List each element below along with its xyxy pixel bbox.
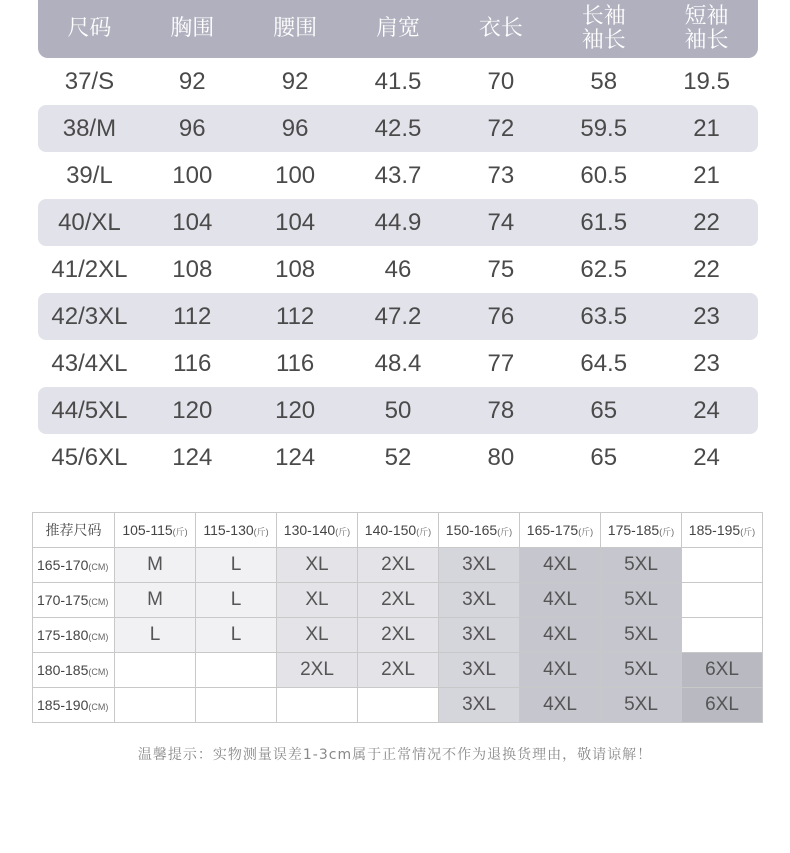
recommended-size-cell: 2XL: [358, 548, 439, 583]
size-chart-cell: 108: [275, 255, 316, 283]
weight-range-label: 175-185: [607, 522, 660, 538]
size-chart-cell: 65: [590, 396, 618, 424]
height-unit-label: (CM): [88, 702, 109, 712]
height-unit-label: (CM): [88, 632, 109, 642]
size-chart-cell: 48.4: [374, 349, 422, 377]
weight-unit-label: (斤): [335, 527, 351, 537]
size-chart-cell: 116: [276, 349, 315, 377]
size-chart-row: [38, 105, 758, 152]
size-chart-header-cell: 短袖 袖长: [684, 4, 729, 53]
height-row: [33, 583, 763, 618]
weight-range-label: 165-175: [526, 522, 579, 538]
height-unit-label: (CM): [88, 562, 109, 572]
height-range-header: [33, 653, 115, 688]
weight-range-label: 140-150: [364, 522, 417, 538]
size-chart-cell: 74: [487, 208, 515, 236]
size-chart-cell: 43/4XL: [51, 349, 128, 377]
height-range-header: [33, 548, 115, 583]
size-chart-cell: 46: [384, 255, 412, 283]
recommended-size-cell: 4XL: [520, 688, 601, 723]
size-chart-cell: 120: [172, 396, 213, 424]
size-chart-cell: 64.5: [580, 349, 628, 377]
size-chart-cell: 63.5: [580, 302, 628, 330]
recommended-size-cell: [115, 653, 196, 688]
measurement-notice: 温馨提示：实物测量误差1-3cm属于正常情况不作为退换货理由，敬请谅解！: [137, 747, 653, 763]
recommended-size-cell: 2XL: [358, 583, 439, 618]
weight-unit-label: (斤): [416, 527, 432, 537]
height-row: [33, 688, 763, 723]
weight-range-header: [601, 513, 682, 548]
weight-range-header: [277, 513, 358, 548]
table-corner-label: 推荐尺码: [33, 513, 115, 548]
recommended-size-cell: [682, 618, 763, 653]
size-chart-cell: 50: [384, 396, 412, 424]
recommended-size-cell: 3XL: [439, 688, 520, 723]
recommended-size-cell: M: [115, 583, 196, 618]
recommended-size-cell: [682, 583, 763, 618]
size-chart-cell: 75: [487, 255, 515, 283]
size-chart-cell: 21: [693, 161, 720, 189]
size-chart-row: [38, 58, 758, 105]
size-chart-cell: 44/5XL: [51, 396, 128, 424]
size-chart-cell: 108: [172, 255, 213, 283]
size-chart-cell: 37/S: [64, 67, 115, 95]
recommended-size-cell: [682, 548, 763, 583]
size-recommendation-table: [32, 512, 763, 723]
recommended-size-cell: 5XL: [601, 548, 682, 583]
size-chart-cell: 96: [178, 114, 206, 142]
size-chart-cell: 116: [173, 349, 212, 377]
weight-unit-label: (斤): [740, 527, 756, 537]
size-chart-header-cell: 尺码: [67, 16, 112, 41]
size-chart-cell: 112: [276, 302, 315, 330]
weight-range-label: 130-140: [283, 522, 336, 538]
recommended-size-cell: [358, 688, 439, 723]
recommended-size-cell: [115, 688, 196, 723]
size-chart-cell: 52: [384, 443, 412, 471]
size-chart-cell: 42/3XL: [51, 302, 128, 330]
size-chart-cell: 104: [172, 208, 213, 236]
height-range-header: [33, 618, 115, 653]
height-row: [33, 548, 763, 583]
recommended-size-cell: 4XL: [520, 583, 601, 618]
recommended-size-cell: 3XL: [439, 548, 520, 583]
weight-range-header: [682, 513, 763, 548]
recommended-size-cell: M: [115, 548, 196, 583]
recommended-size-cell: 2XL: [358, 618, 439, 653]
weight-unit-label: (斤): [497, 527, 513, 537]
size-chart-cell: 72: [487, 114, 515, 142]
recommended-size-cell: 2XL: [358, 653, 439, 688]
size-chart-header-cell: 肩宽: [375, 16, 420, 41]
recommended-size-cell: L: [196, 583, 277, 618]
recommended-size-cell: 3XL: [439, 618, 520, 653]
height-range-label: 175-180: [37, 627, 89, 643]
size-chart-cell: 65: [590, 443, 618, 471]
size-chart-cell: 70: [487, 67, 515, 95]
size-chart-cell: 58: [590, 67, 618, 95]
height-range-label: 170-175: [37, 592, 89, 608]
size-chart-body: [38, 58, 758, 481]
recommended-size-cell: 4XL: [520, 653, 601, 688]
recommended-size-cell: 4XL: [520, 618, 601, 653]
size-chart-cell: 92: [281, 67, 309, 95]
recommended-size-cell: [196, 653, 277, 688]
weight-range-header: [439, 513, 520, 548]
size-chart-cell: 45/6XL: [51, 443, 128, 471]
weight-range-header: [115, 513, 196, 548]
weight-range-label: 185-195: [688, 522, 741, 538]
size-chart-header-cell: 长袖 袖长: [581, 4, 626, 53]
recommended-size-cell: [196, 688, 277, 723]
size-chart-cell: 80: [487, 443, 515, 471]
size-chart-cell: 22: [693, 208, 720, 236]
size-chart-cell: 23: [693, 302, 720, 330]
size-chart-cell: 24: [693, 396, 720, 424]
size-chart-header: [38, 0, 758, 58]
weight-range-header: [520, 513, 601, 548]
height-range-label: 185-190: [37, 697, 89, 713]
size-chart-cell: 19.5: [683, 67, 730, 95]
recommended-size-cell: 5XL: [601, 583, 682, 618]
size-chart-cell: 44.9: [374, 208, 422, 236]
size-chart-cell: 78: [487, 396, 515, 424]
size-chart-cell: 42.5: [374, 114, 422, 142]
size-chart-cell: 39/L: [66, 161, 113, 189]
weight-header-row: [33, 513, 763, 548]
size-chart-row: [38, 246, 758, 293]
size-chart-cell: 112: [173, 302, 212, 330]
recommended-size-cell: L: [196, 548, 277, 583]
height-row: [33, 653, 763, 688]
size-chart-cell: 59.5: [580, 114, 628, 142]
recommended-size-cell: XL: [277, 583, 358, 618]
weight-unit-label: (斤): [172, 527, 188, 537]
weight-range-header: [358, 513, 439, 548]
size-chart-cell: 124: [275, 443, 316, 471]
size-chart-cell: 124: [172, 443, 213, 471]
size-chart-cell: 22: [693, 255, 720, 283]
recommended-size-cell: 6XL: [682, 688, 763, 723]
size-chart-row: [38, 340, 758, 387]
size-chart-cell: 41/2XL: [51, 255, 128, 283]
size-chart: [38, 0, 758, 481]
size-chart-cell: 23: [693, 349, 720, 377]
recommended-size-cell: XL: [277, 548, 358, 583]
size-chart-cell: 92: [178, 67, 206, 95]
size-chart-cell: 104: [275, 208, 316, 236]
size-chart-row: [38, 387, 758, 434]
size-chart-cell: 43.7: [374, 161, 422, 189]
recommended-size-cell: 5XL: [601, 688, 682, 723]
weight-unit-label: (斤): [578, 527, 594, 537]
size-chart-header-cell: 衣长: [478, 16, 523, 41]
size-chart-row: [38, 199, 758, 246]
weight-unit-label: (斤): [659, 527, 675, 537]
size-chart-cell: 120: [275, 396, 316, 424]
recommended-size-cell: L: [115, 618, 196, 653]
size-chart-header-cell: 腰围: [273, 16, 318, 41]
recommended-size-cell: 6XL: [682, 653, 763, 688]
recommended-size-cell: 5XL: [601, 618, 682, 653]
weight-range-label: 115-130: [203, 522, 254, 538]
size-chart-cell: 100: [275, 161, 316, 189]
size-chart-cell: 41.5: [374, 67, 422, 95]
recommended-size-cell: XL: [277, 618, 358, 653]
height-range-header: [33, 583, 115, 618]
recommended-size-cell: L: [196, 618, 277, 653]
size-chart-row: [38, 434, 758, 481]
size-chart-row: [38, 152, 758, 199]
size-chart-cell: 73: [487, 161, 515, 189]
recommended-size-cell: 2XL: [277, 653, 358, 688]
size-chart-cell: 77: [487, 349, 515, 377]
size-chart-cell: 96: [281, 114, 309, 142]
recommended-size-cell: 5XL: [601, 653, 682, 688]
size-chart-cell: 21: [693, 114, 720, 142]
recommended-size-cell: 4XL: [520, 548, 601, 583]
size-chart-cell: 38/M: [62, 114, 117, 142]
height-range-label: 165-170: [37, 557, 89, 573]
size-chart-cell: 47.2: [374, 302, 422, 330]
size-chart-cell: 76: [487, 302, 515, 330]
size-chart-cell: 60.5: [580, 161, 628, 189]
size-chart-header-cell: 胸围: [170, 16, 215, 41]
weight-range-label: 150-165: [445, 522, 498, 538]
height-unit-label: (CM): [88, 597, 109, 607]
size-chart-cell: 40/XL: [58, 208, 121, 236]
height-unit-label: (CM): [88, 667, 109, 677]
size-chart-cell: 100: [172, 161, 213, 189]
recommended-size-cell: [277, 688, 358, 723]
size-chart-row: [38, 293, 758, 340]
weight-unit-label: (斤): [253, 527, 269, 537]
height-range-header: [33, 688, 115, 723]
height-range-label: 180-185: [37, 662, 89, 678]
weight-range-label: 105-115: [122, 522, 173, 538]
height-row: [33, 618, 763, 653]
size-chart-cell: 61.5: [580, 208, 628, 236]
size-chart-cell: 24: [693, 443, 720, 471]
weight-range-header: [196, 513, 277, 548]
size-chart-cell: 62.5: [580, 255, 628, 283]
recommended-size-cell: 3XL: [439, 583, 520, 618]
recommended-size-cell: 3XL: [439, 653, 520, 688]
